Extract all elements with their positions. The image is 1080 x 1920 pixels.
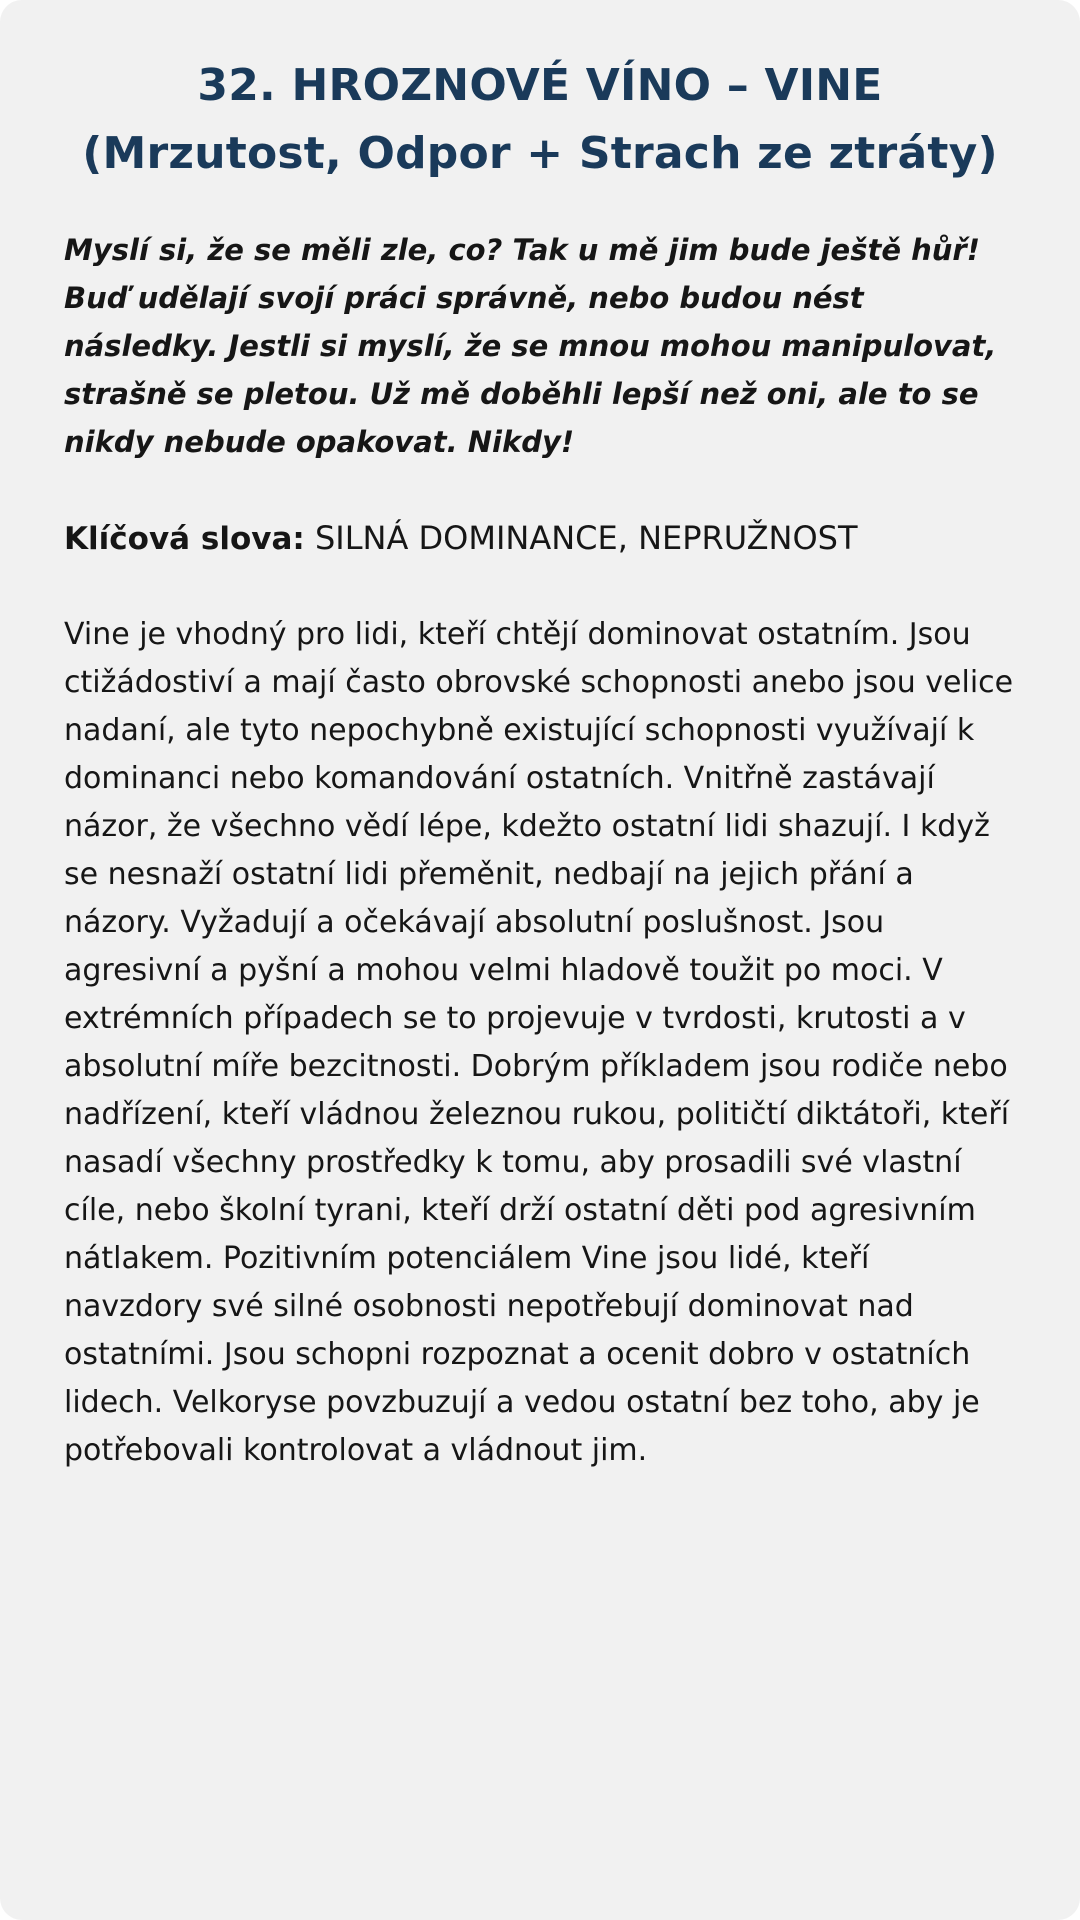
title-line-1: 32. HROZNOVÉ VÍNO – VINE — [197, 60, 883, 111]
quote-paragraph: Myslí si, že se měli zle, co? Tak u mě jim bude ještě hůř! Buď udělají svojí práci správně, nebo budou nést následky. Jestli si myslí, že se mnou mohou manipulovat, strašně se pletou. Už mě doběhli lepší než oni, ale to se nikdy nebude opakovat. Nikdy! — [64, 233, 997, 459]
page-title — [64, 52, 1016, 188]
title-line-2: (Mrzutost, Odpor + Strach ze ztráty) — [82, 128, 998, 179]
description-paragraph: Vine je vhodný pro lidi, kteří chtějí dominovat ostatním. Jsou ctižádostiví a mají často obrovské schopnosti anebo jsou velice nadaní, ale tyto nepochybně existující schopnosti využívají k dominanci nebo komandování ostatních. Vnitřně zastávají názor, že všechno vědí lépe, kdežto ostatní lidi shazují. I když se nesnaží ostatní lidi přeměnit, nedbají na jejich přání a názory. Vyžadují a očekávají absolutní poslušnost. Jsou agresivní a pyšní a mohou velmi hladově toužit po moci. V extrémních případech se to projevuje v tvrdosti, krutosti a v absolutní míře bezcitnosti. Dobrým příkladem jsou rodiče nebo nadřízení, kteří vládnou železnou rukou, političtí diktátoři, kteří nasadí všechny prostředky k tomu, aby prosadili své vlastní cíle, nebo školní tyrani, kteří drží ostatní děti pod agresivním nátlakem. Pozitivním potenciálem Vine jsou lidé, kteří navzdory své silné osobnosti nepotřebují dominovat nad ostatními. Jsou schopni rozpoznat a ocenit dobro v ostatních lidech. Velkoryse povzbuzují a vedou ostatní bez toho, aby je potřebovali kontrolovat a vládnout jim. — [64, 617, 1014, 1468]
keywords-value: SILNÁ DOMINANCE, NEPRUŽNOST — [314, 519, 858, 557]
keywords-label: Klíčová slova: — [64, 521, 305, 557]
keywords-line — [64, 514, 1016, 563]
